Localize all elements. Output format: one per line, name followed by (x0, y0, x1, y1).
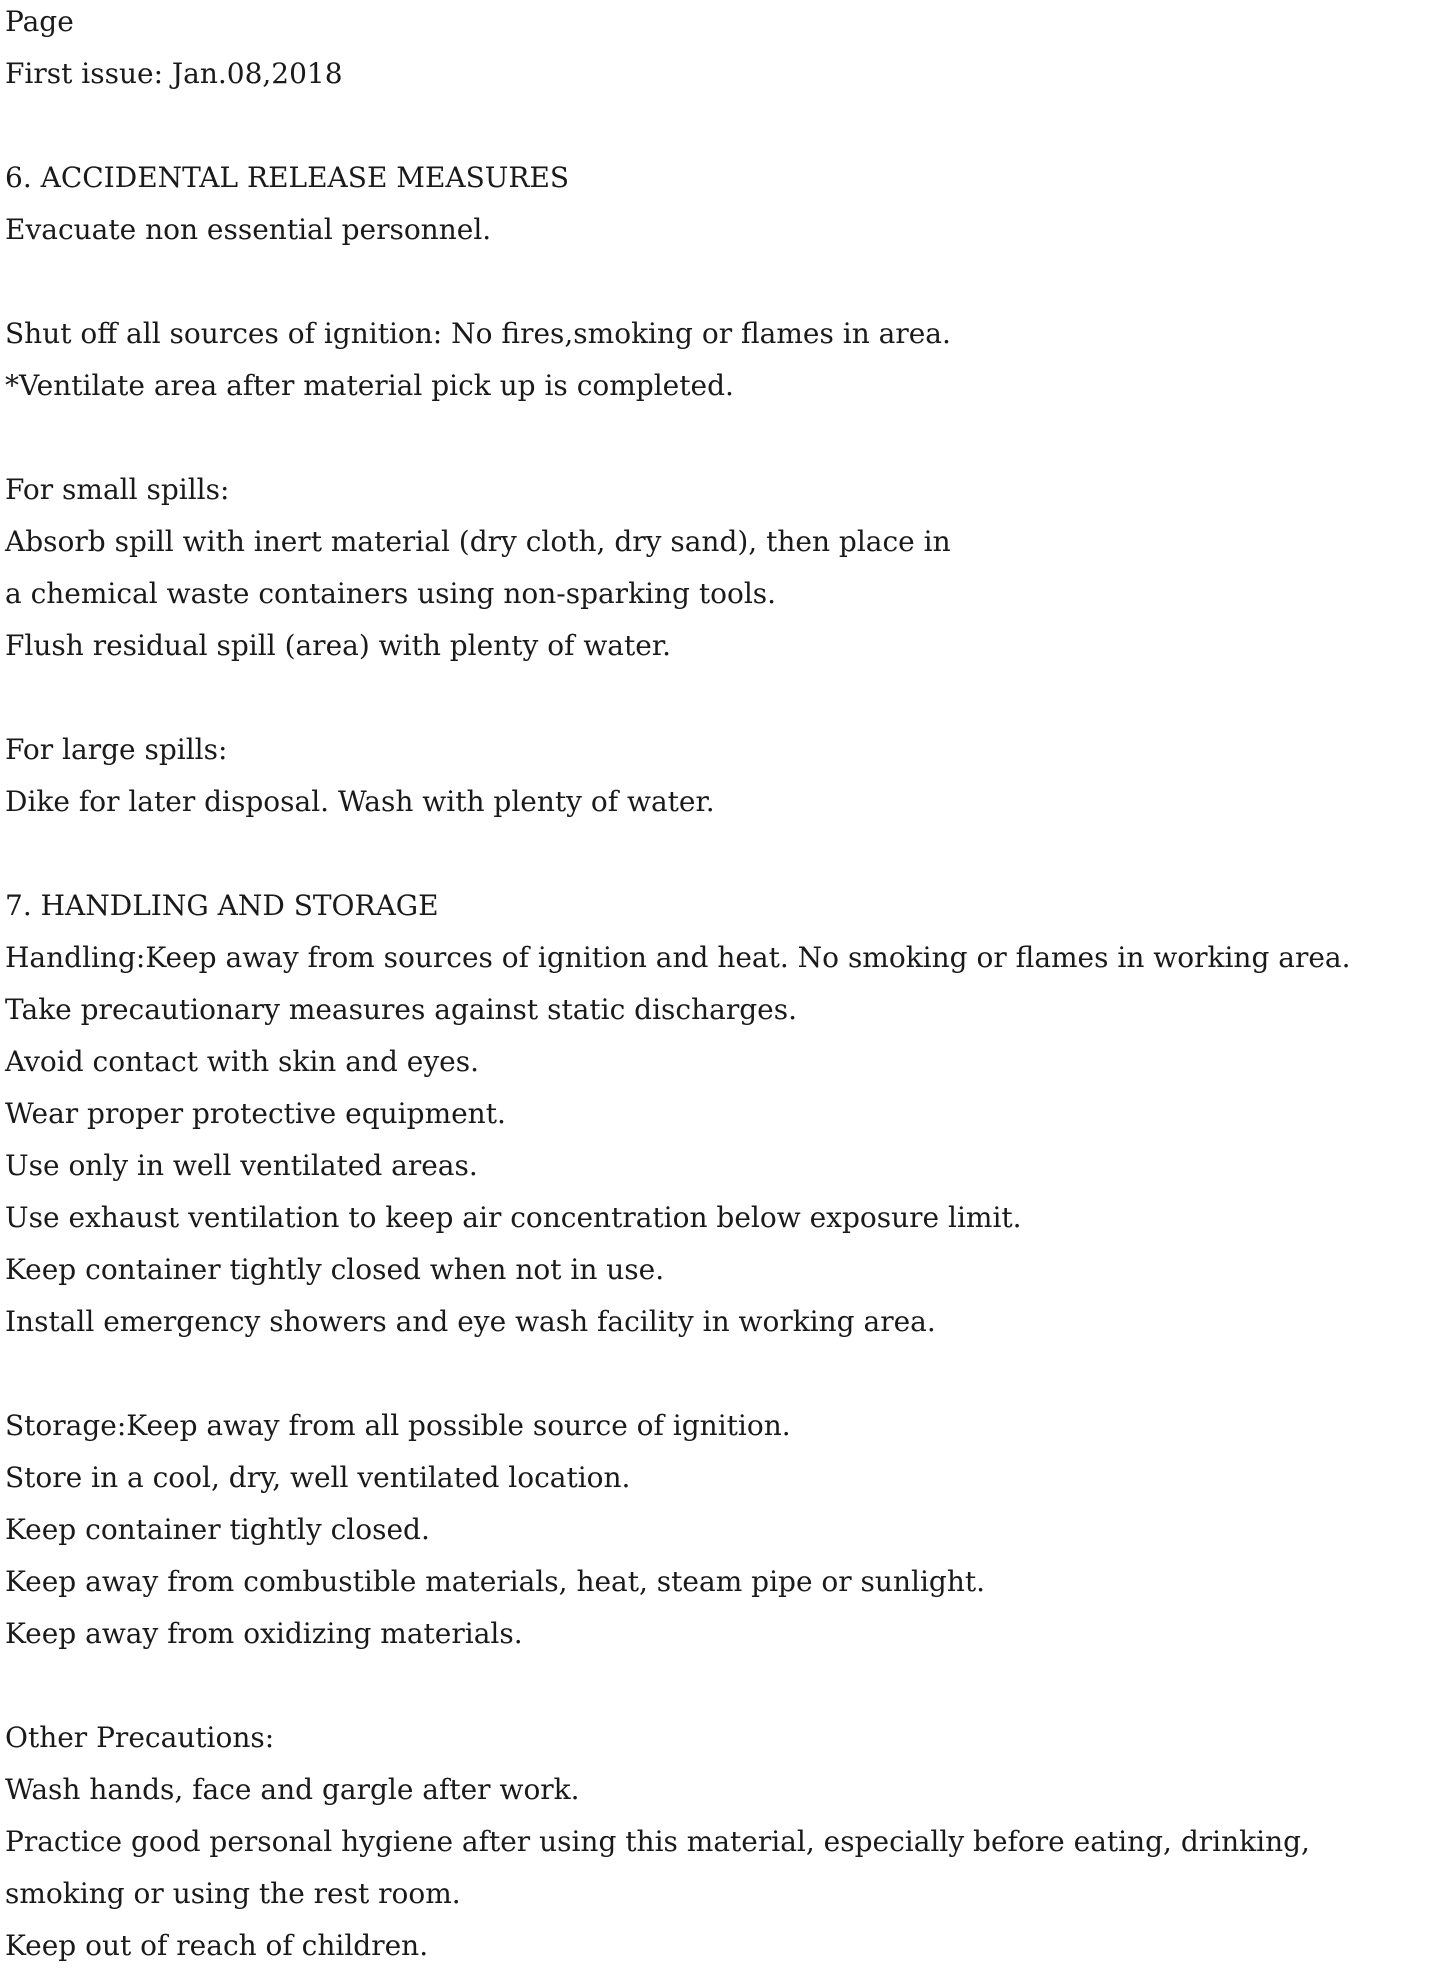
handling-line: Keep container tightly closed when not in use. (5, 1253, 665, 1286)
storage-line: Keep away from oxidizing materials. (5, 1617, 523, 1650)
small-spills-line: Flush residual spill (area) with plenty of water. (5, 629, 672, 662)
section-6-title: 6. ACCIDENTAL RELEASE MEASURES (5, 161, 570, 194)
other-precautions-line: Practice good personal hygiene after using this material, especially before eating, drinking, (5, 1825, 1310, 1858)
handling-line: Take precautionary measures against static discharges. (5, 993, 797, 1026)
small-spills-line: a chemical waste containers using non-sparking tools. (5, 577, 777, 610)
handling-line: Install emergency showers and eye wash facility in working area. (5, 1305, 936, 1338)
storage-line: Storage:Keep away from all possible source of ignition. (5, 1409, 791, 1442)
spacer (5, 832, 1435, 884)
other-precautions-line: Wash hands, face and gargle after work. (5, 1773, 580, 1806)
spacer (5, 416, 1435, 468)
other-precautions-heading: Other Precautions: (5, 1721, 275, 1754)
ignition-line: Shut off all sources of ignition: No fires,smoking or flames in area. (5, 317, 951, 350)
large-spills-line: Dike for later disposal. Wash with plenty of water. (5, 785, 715, 818)
storage-line: Store in a cool, dry, well ventilated location. (5, 1461, 631, 1494)
large-spills-heading: For large spills: (5, 733, 228, 766)
handling-line: Use exhaust ventilation to keep air concentration below exposure limit. (5, 1201, 1022, 1234)
ventilate-line: *Ventilate area after material pick up is completed. (5, 369, 734, 402)
spacer (5, 1352, 1435, 1404)
handling-line: Use only in well ventilated areas. (5, 1149, 478, 1182)
spacer (5, 1664, 1435, 1716)
section-7-title: 7. HANDLING AND STORAGE (5, 889, 439, 922)
handling-line: Wear proper protective equipment. (5, 1097, 506, 1130)
storage-line: Keep away from combustible materials, heat, steam pipe or sunlight. (5, 1565, 986, 1598)
page-label: Page (5, 5, 74, 38)
other-precautions-line: Keep out of reach of children. (5, 1929, 429, 1962)
spacer (5, 260, 1435, 312)
small-spills-line: Absorb spill with inert material (dry cloth, dry sand), then place in (5, 525, 951, 558)
first-issue-date: First issue: Jan.08,2018 (5, 57, 343, 90)
handling-line: Avoid contact with skin and eyes. (5, 1045, 480, 1078)
spacer (5, 104, 1435, 156)
other-precautions-line: smoking or using the rest room. (5, 1877, 461, 1910)
document-page (5, 0, 1435, 1976)
storage-line: Keep container tightly closed. (5, 1513, 430, 1546)
evacuate-text: Evacuate non essential personnel. (5, 213, 492, 246)
small-spills-heading: For small spills: (5, 473, 230, 506)
spacer (5, 676, 1435, 728)
handling-line: Handling:Keep away from sources of ignition and heat. No smoking or flames in working area. (5, 941, 1351, 974)
